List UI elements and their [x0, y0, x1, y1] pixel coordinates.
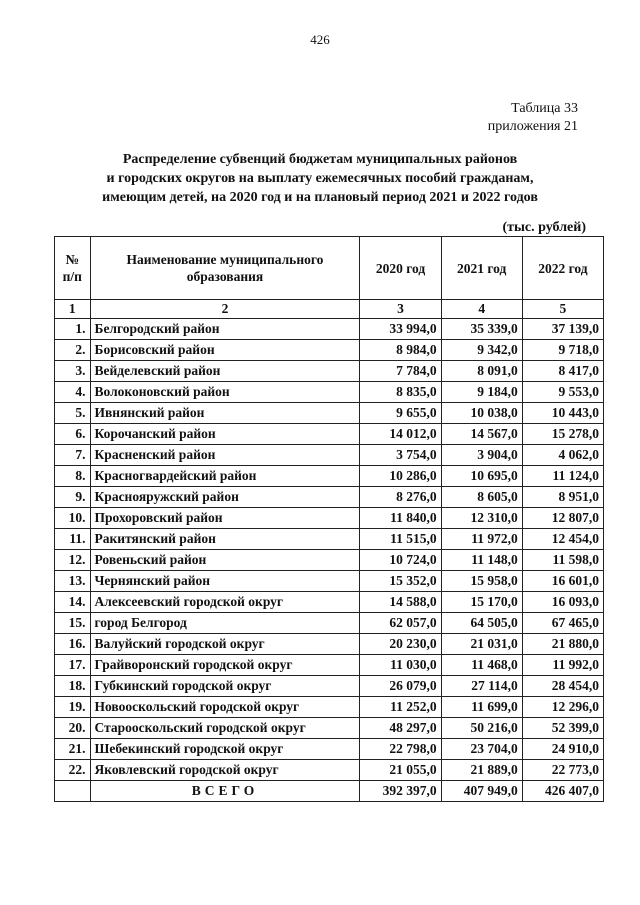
row-number: 14.: [55, 592, 91, 613]
value-2021: 10 038,0: [441, 403, 522, 424]
subvention-table: [54, 236, 604, 802]
row-name: Старооскольский городской округ: [90, 718, 360, 739]
row-name: Красненский район: [90, 445, 360, 466]
value-2022: 16 601,0: [522, 571, 603, 592]
value-2022: 10 443,0: [522, 403, 603, 424]
column-index: 1: [55, 300, 91, 319]
value-2020: 33 994,0: [360, 319, 441, 340]
value-2020: 11 840,0: [360, 508, 441, 529]
row-name: Краснояружский район: [90, 487, 360, 508]
table-reference: [488, 100, 578, 136]
table-ref-line-1: Таблица 33: [511, 101, 578, 116]
header-2022: 2022 год: [522, 237, 603, 300]
value-2020: 8 276,0: [360, 487, 441, 508]
row-name: Губкинский городской округ: [90, 676, 360, 697]
value-2022: 16 093,0: [522, 592, 603, 613]
value-2022: 8 417,0: [522, 361, 603, 382]
value-2021: 21 031,0: [441, 634, 522, 655]
column-index: 3: [360, 300, 441, 319]
document-title: [60, 150, 580, 207]
row-name: Волоконовский район: [90, 382, 360, 403]
row-name: Чернянский район: [90, 571, 360, 592]
title-line-1: Распределение субвенций бюджетам муниципальных районов: [122, 152, 518, 167]
value-2021: 12 310,0: [441, 508, 522, 529]
row-name: Шебекинский городской округ: [90, 739, 360, 760]
value-2022: 11 124,0: [522, 466, 603, 487]
value-2022: 9 718,0: [522, 340, 603, 361]
value-2020: 22 798,0: [360, 739, 441, 760]
table-body: [55, 319, 604, 781]
table-row: [55, 697, 604, 718]
table-row: [55, 592, 604, 613]
table-row: [55, 613, 604, 634]
row-name: Борисовский район: [90, 340, 360, 361]
row-number: 7.: [55, 445, 91, 466]
value-2021: 15 170,0: [441, 592, 522, 613]
title-line-3: имеющим детей, на 2020 год и на плановый период 2021 и 2022 годов: [102, 190, 538, 205]
table-row: [55, 550, 604, 571]
value-2021: 10 695,0: [441, 466, 522, 487]
row-number: 19.: [55, 697, 91, 718]
value-2020: 48 297,0: [360, 718, 441, 739]
value-2022: 9 553,0: [522, 382, 603, 403]
table-row: [55, 361, 604, 382]
column-index: 4: [441, 300, 522, 319]
value-2021: 8 091,0: [441, 361, 522, 382]
value-2020: 26 079,0: [360, 676, 441, 697]
row-number: 1.: [55, 319, 91, 340]
row-name: Ивнянский район: [90, 403, 360, 424]
value-2021: 11 468,0: [441, 655, 522, 676]
row-number: 18.: [55, 676, 91, 697]
value-2022: 4 062,0: [522, 445, 603, 466]
row-number: 4.: [55, 382, 91, 403]
value-2021: 11 972,0: [441, 529, 522, 550]
table-row: [55, 676, 604, 697]
value-2022: 52 399,0: [522, 718, 603, 739]
value-2020: 3 754,0: [360, 445, 441, 466]
value-2021: 9 342,0: [441, 340, 522, 361]
value-2022: 12 454,0: [522, 529, 603, 550]
total-label: ВСЕГО: [90, 781, 360, 802]
value-2022: 12 807,0: [522, 508, 603, 529]
row-number: 12.: [55, 550, 91, 571]
value-2022: 15 278,0: [522, 424, 603, 445]
value-2020: 7 784,0: [360, 361, 441, 382]
header-2020: 2020 год: [360, 237, 441, 300]
table-row: [55, 403, 604, 424]
value-2020: 11 252,0: [360, 697, 441, 718]
value-2021: 64 505,0: [441, 613, 522, 634]
row-number: 10.: [55, 508, 91, 529]
row-number: 3.: [55, 361, 91, 382]
table-row: [55, 634, 604, 655]
row-name: Валуйский городской округ: [90, 634, 360, 655]
value-2020: 14 588,0: [360, 592, 441, 613]
title-line-2: и городских округов на выплату ежемесячных пособий гражданам,: [106, 171, 534, 186]
value-2022: 11 992,0: [522, 655, 603, 676]
value-2022: 28 454,0: [522, 676, 603, 697]
value-2022: 22 773,0: [522, 760, 603, 781]
row-number: 6.: [55, 424, 91, 445]
column-index: 5: [522, 300, 603, 319]
row-name: Алексеевский городской округ: [90, 592, 360, 613]
row-name: Красногвардейский район: [90, 466, 360, 487]
total-2021: 407 949,0: [441, 781, 522, 802]
table-header-row: [55, 237, 604, 300]
total-2022: 426 407,0: [522, 781, 603, 802]
column-index-row: [55, 300, 604, 319]
value-2021: 50 216,0: [441, 718, 522, 739]
table-row: [55, 760, 604, 781]
value-2020: 14 012,0: [360, 424, 441, 445]
row-name: Ракитянский район: [90, 529, 360, 550]
value-2020: 11 030,0: [360, 655, 441, 676]
value-2020: 8 835,0: [360, 382, 441, 403]
column-index: 2: [90, 300, 360, 319]
value-2020: 11 515,0: [360, 529, 441, 550]
value-2021: 8 605,0: [441, 487, 522, 508]
row-name: Новооскольский городской округ: [90, 697, 360, 718]
value-2020: 62 057,0: [360, 613, 441, 634]
table-row: [55, 655, 604, 676]
row-name: Белгородский район: [90, 319, 360, 340]
value-2022: 21 880,0: [522, 634, 603, 655]
table-row: [55, 739, 604, 760]
header-2021: 2021 год: [441, 237, 522, 300]
row-number: 13.: [55, 571, 91, 592]
row-number: 5.: [55, 403, 91, 424]
row-name: Вейделевский район: [90, 361, 360, 382]
value-2021: 9 184,0: [441, 382, 522, 403]
table-row: [55, 445, 604, 466]
total-num-cell: [55, 781, 91, 802]
header-num: № п/п: [55, 237, 91, 300]
row-name: город Белгород: [90, 613, 360, 634]
table-row: [55, 487, 604, 508]
table-row: [55, 571, 604, 592]
row-number: 16.: [55, 634, 91, 655]
value-2022: 24 910,0: [522, 739, 603, 760]
value-2020: 10 724,0: [360, 550, 441, 571]
row-number: 22.: [55, 760, 91, 781]
row-name: Яковлевский городской округ: [90, 760, 360, 781]
row-number: 17.: [55, 655, 91, 676]
row-number: 21.: [55, 739, 91, 760]
table-row: [55, 340, 604, 361]
row-number: 2.: [55, 340, 91, 361]
row-name: Ровеньский район: [90, 550, 360, 571]
value-2021: 11 148,0: [441, 550, 522, 571]
value-2021: 11 699,0: [441, 697, 522, 718]
row-number: 8.: [55, 466, 91, 487]
value-2020: 8 984,0: [360, 340, 441, 361]
table-row: [55, 508, 604, 529]
value-2022: 12 296,0: [522, 697, 603, 718]
table-row: [55, 718, 604, 739]
header-name: Наименование муниципального образования: [90, 237, 360, 300]
value-2020: 20 230,0: [360, 634, 441, 655]
table-row: [55, 382, 604, 403]
page-number: 426: [310, 32, 330, 47]
value-2021: 21 889,0: [441, 760, 522, 781]
row-name: Грайворонский городской округ: [90, 655, 360, 676]
row-name: Корочанский район: [90, 424, 360, 445]
table-row: [55, 466, 604, 487]
row-number: 15.: [55, 613, 91, 634]
value-2020: 15 352,0: [360, 571, 441, 592]
value-2021: 14 567,0: [441, 424, 522, 445]
row-number: 20.: [55, 718, 91, 739]
total-row: [55, 781, 604, 802]
value-2020: 10 286,0: [360, 466, 441, 487]
value-2021: 23 704,0: [441, 739, 522, 760]
table-row: [55, 319, 604, 340]
value-2020: 21 055,0: [360, 760, 441, 781]
row-number: 9.: [55, 487, 91, 508]
value-2022: 11 598,0: [522, 550, 603, 571]
row-name: Прохоровский район: [90, 508, 360, 529]
table-ref-line-2: приложения 21: [487, 119, 578, 134]
value-2022: 67 465,0: [522, 613, 603, 634]
value-2021: 3 904,0: [441, 445, 522, 466]
value-2021: 27 114,0: [441, 676, 522, 697]
value-2022: 8 951,0: [522, 487, 603, 508]
table-row: [55, 529, 604, 550]
value-2022: 37 139,0: [522, 319, 603, 340]
units-label: (тыс. рублей): [502, 220, 586, 235]
total-2020: 392 397,0: [360, 781, 441, 802]
row-number: 11.: [55, 529, 91, 550]
value-2021: 35 339,0: [441, 319, 522, 340]
value-2021: 15 958,0: [441, 571, 522, 592]
table-row: [55, 424, 604, 445]
value-2020: 9 655,0: [360, 403, 441, 424]
